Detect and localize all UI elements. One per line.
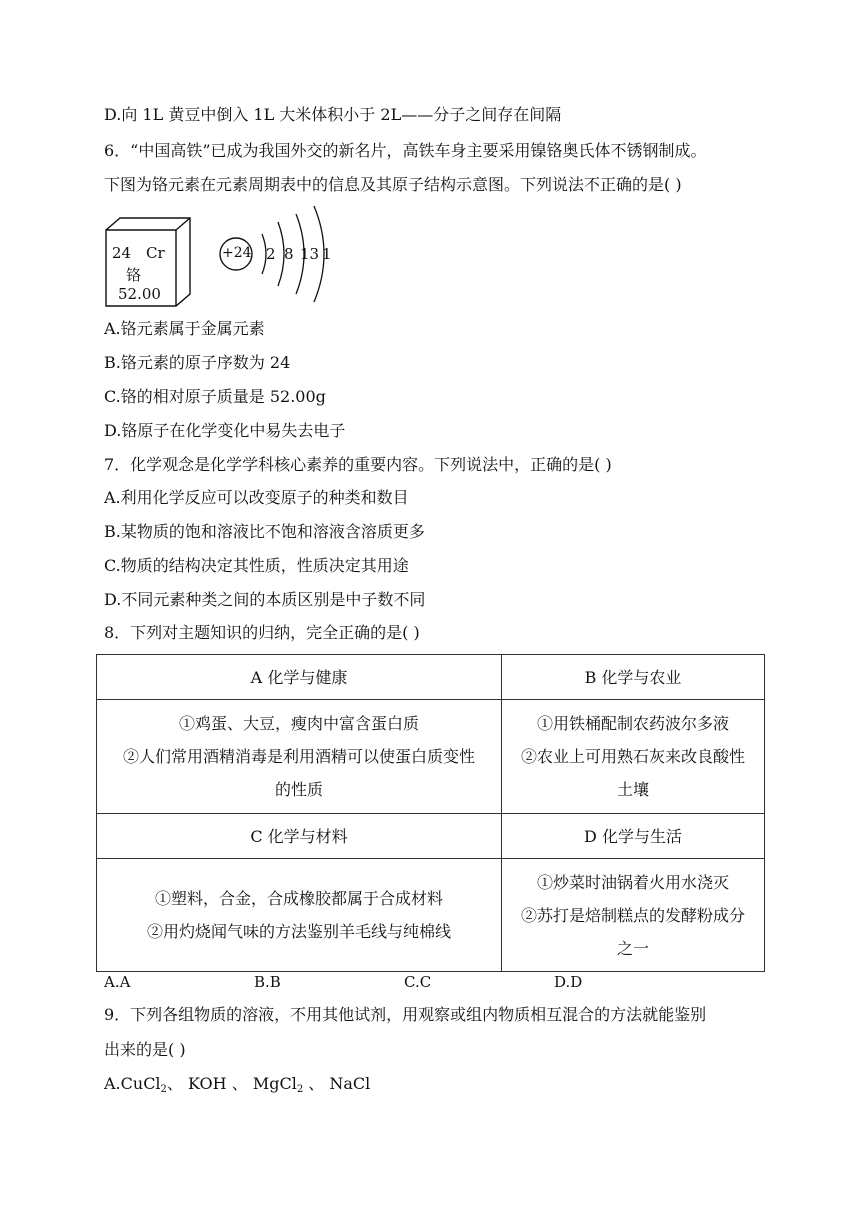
q8-option-d: D.D [554, 973, 583, 991]
q6-option-b: B.铬元素的原子序数为 24 [104, 353, 291, 372]
cell-a-item2: ②人们常用酒精消毒是利用酒精可以使蛋白质变性 [122, 747, 475, 766]
q5-option-d: D.向 1L 黄豆中倒入 1L 大米体积小于 2L——分子之间存在间隔 [104, 105, 562, 124]
q6-stem-line2: 下图为铬元素在元素周期表中的信息及其原子结构示意图。下列说法不正确的是( ) [104, 175, 682, 194]
q7-option-b: B.某物质的饱和溶液比不饱和溶液含溶质更多 [104, 522, 425, 541]
atomic-mass: 52.00 [118, 285, 161, 303]
cell-a-item1: ①鸡蛋、大豆，瘦肉中富含蛋白质 [178, 714, 419, 733]
cell-b-head: B 化学与农业 [502, 655, 765, 700]
q9-option-a-prefix: A. [104, 1074, 121, 1093]
cell-d-head: D 化学与生活 [502, 814, 765, 859]
q7-option-d: D.不同元素种类之间的本质区别是中子数不同 [104, 590, 426, 609]
cell-a-head: A 化学与健康 [97, 655, 502, 700]
cell-c-item1: ①塑料，合金，合成橡胶都属于合成材料 [154, 889, 443, 908]
atom-structure-diagram [216, 204, 346, 308]
shell-4: 1 [322, 245, 332, 263]
q9-stem-line2: 出来的是( ) [104, 1040, 186, 1059]
cell-c-body [97, 859, 502, 972]
q6-stem-line1: 6．“中国高铁”已成为我国外交的新名片，高铁车身主要采用镍铬奥氏体不锈钢制成。 [104, 141, 707, 160]
q7-option-a: A.利用化学反应可以改变原子的种类和数目 [104, 488, 409, 507]
atomic-number: 24 [112, 244, 132, 262]
cell-a-body [97, 700, 502, 814]
nucleus-charge: +24 [222, 245, 252, 261]
cell-a-item2-cont: 的性质 [274, 780, 323, 799]
cell-b-body [502, 700, 765, 814]
q6-option-c: C.铬的相对原子质量是 52.00g [104, 387, 326, 406]
cell-b-item1: ①用铁桶配制农药波尔多液 [536, 714, 729, 733]
element-card [104, 216, 208, 308]
q9-stem-line1: 9．下列各组物质的溶液，不用其他试剂，用观察或组内物质相互混合的方法就能鉴别 [104, 1005, 707, 1024]
q8-option-a: A.A [104, 973, 131, 991]
q6-option-d: D.铬原子在化学变化中易失去电子 [104, 421, 346, 440]
q8-topic-table [96, 654, 765, 972]
q8-option-c: C.C [404, 973, 432, 991]
element-name: 铬 [126, 266, 142, 284]
cell-b-item2-cont: 土壤 [616, 780, 649, 799]
q6-option-a: A.铬元素属于金属元素 [104, 319, 265, 338]
cell-d-item2: ②苏打是焙制糕点的发酵粉成分 [520, 905, 745, 925]
formula-1: CuCl$_2$ [120, 1074, 167, 1095]
cell-d-body [502, 859, 765, 972]
formula-2: KOH [188, 1074, 227, 1093]
shell-2: 8 [284, 245, 294, 263]
cell-c-item2: ②用灼烧闻气味的方法鉴别羊毛线与纯棉线 [146, 922, 451, 941]
q7-stem: 7．化学观念是化学学科核心素养的重要内容。下列说法中，正确的是( ) [104, 455, 612, 474]
shell-1: 2 [266, 245, 276, 263]
q8-option-b: B.B [254, 973, 281, 991]
element-symbol: Cr [146, 244, 165, 262]
cell-d-item2-cont: 之一 [616, 938, 649, 958]
q7-option-c: C.物质的结构决定其性质，性质决定其用途 [104, 556, 409, 575]
q8-stem: 8．下列对主题知识的归纳，完全正确的是( ) [104, 623, 420, 642]
formula-3: MgCl$_2$ [252, 1074, 304, 1095]
cell-d-item1: ①炒菜时油锅着火用水浇灭 [536, 872, 729, 892]
formula-4: NaCl [329, 1074, 371, 1093]
q9-option-a: A.CuCl$_2$、 KOH 、 MgCl$_2$ 、 NaCl [104, 1074, 371, 1095]
cell-b-item2: ②农业上可用熟石灰来改良酸性 [520, 747, 745, 766]
shell-3: 13 [300, 245, 320, 263]
cell-c-head: C 化学与材料 [97, 814, 502, 859]
